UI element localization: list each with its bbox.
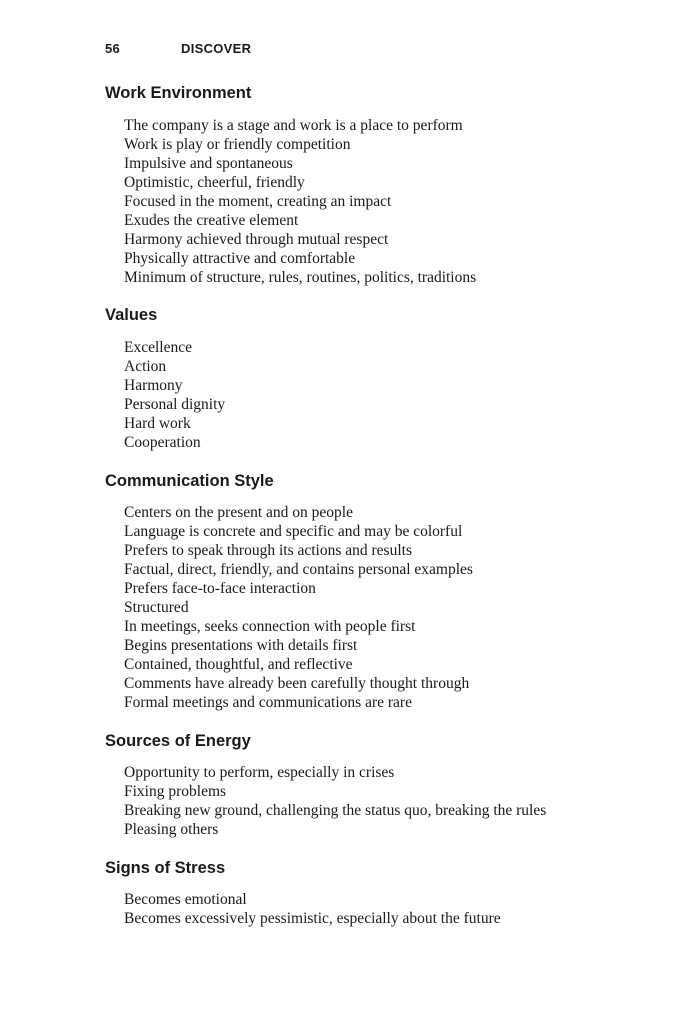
chapter-title: DISCOVER (181, 41, 252, 56)
list-item: Hard work (124, 415, 191, 432)
list-item: Harmony (124, 377, 183, 394)
list-item: Fixing problems (124, 783, 227, 800)
list-item: Begins presentations with details first (124, 637, 358, 654)
page-number: 56 (105, 41, 121, 56)
list-item: Optimistic, cheerful, friendly (124, 174, 305, 191)
work-environment-list (124, 116, 476, 287)
list-item: Minimum of structure, rules, routines, politics, traditions (124, 269, 477, 286)
list-item: In meetings, seeks connection with people first (124, 618, 416, 635)
list-item: Opportunity to perform, especially in crises (124, 764, 395, 781)
list-item: Contained, thoughtful, and reflective (124, 656, 353, 673)
section-heading-values: Values (105, 306, 158, 324)
section-heading-signs-of-stress: Signs of Stress (105, 859, 226, 877)
signs-of-stress-list (124, 890, 501, 928)
list-item: Exudes the creative element (124, 212, 299, 229)
communication-style-list (124, 503, 473, 712)
list-item: Becomes emotional (124, 891, 247, 908)
list-item: Pleasing others (124, 821, 219, 838)
list-item: Becomes excessively pessimistic, especially about the future (124, 910, 501, 927)
list-item: Cooperation (124, 434, 201, 451)
list-item: Focused in the moment, creating an impact (124, 193, 392, 210)
list-item: Factual, direct, friendly, and contains personal examples (124, 561, 473, 578)
values-list (124, 338, 225, 452)
section-heading-sources-of-energy: Sources of Energy (105, 732, 251, 750)
list-item: Comments have already been carefully thought through (124, 675, 470, 692)
section-heading-work-environment: Work Environment (105, 84, 252, 102)
list-item: Breaking new ground, challenging the status quo, breaking the rules (124, 802, 547, 819)
section-heading-communication-style: Communication Style (105, 472, 274, 490)
list-item: Prefers face-to-face interaction (124, 580, 316, 597)
list-item: Personal dignity (124, 396, 226, 413)
list-item: Language is concrete and specific and may be colorful (124, 523, 463, 540)
list-item: The company is a stage and work is a place to perform (124, 117, 463, 134)
list-item: Work is play or friendly competition (124, 136, 351, 153)
list-item: Formal meetings and communications are rare (124, 694, 412, 711)
list-item: Structured (124, 599, 189, 616)
list-item: Impulsive and spontaneous (124, 155, 293, 172)
list-item: Centers on the present and on people (124, 504, 353, 521)
list-item: Action (124, 358, 167, 375)
sources-of-energy-list (124, 763, 546, 839)
list-item: Harmony achieved through mutual respect (124, 231, 389, 248)
list-item: Physically attractive and comfortable (124, 250, 356, 267)
list-item: Excellence (124, 339, 192, 356)
list-item: Prefers to speak through its actions and results (124, 542, 412, 559)
running-head (105, 41, 251, 56)
